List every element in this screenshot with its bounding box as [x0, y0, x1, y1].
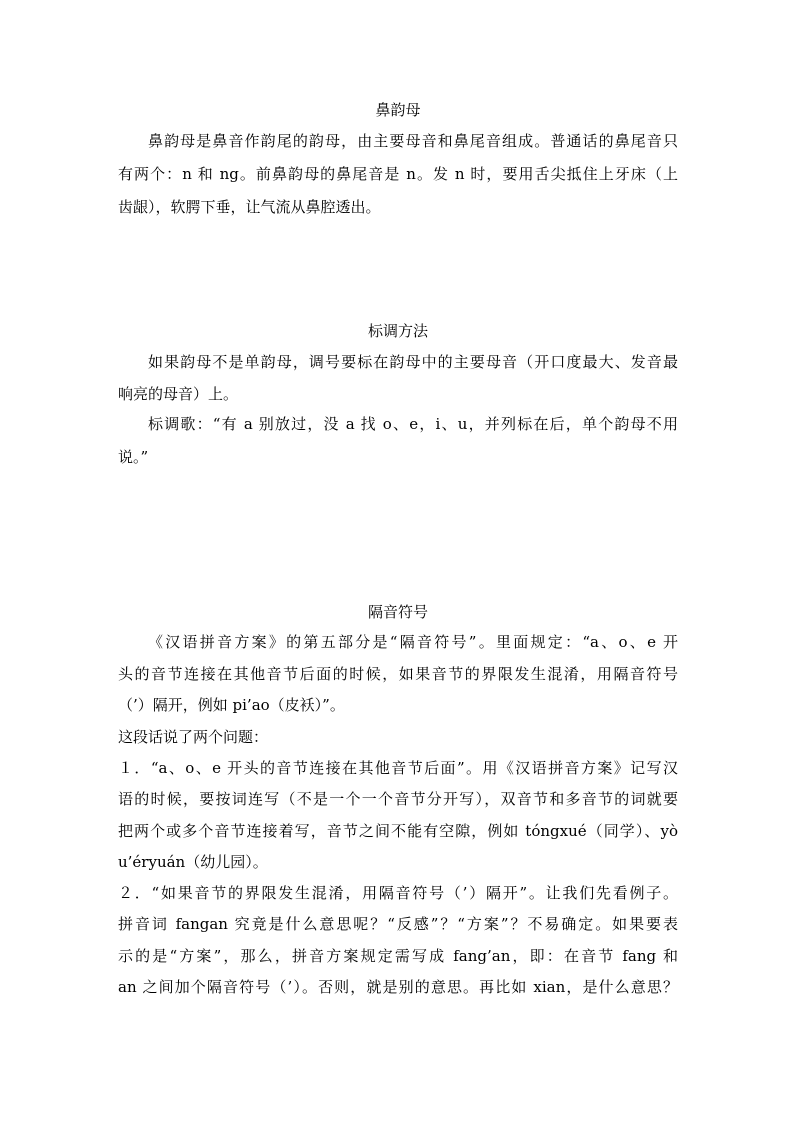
- paragraph-line: 头的音节连接在其他音节后面的时候，如果音节的界限发生混淆，用隔音符号: [118, 665, 678, 683]
- paragraph-line: 拼音词 fangan 究竟是什么意思呢？“反感”？“方案”？不易确定。如果要表: [118, 915, 678, 933]
- paragraph-line: 《汉语拼音方案》的第五部分是“隔音符号”。里面规定：“a、o、e 开: [148, 633, 678, 651]
- paragraph-line: 响亮的母音）上。: [118, 385, 239, 403]
- section-title-nasal-finals: 鼻韵母: [375, 101, 421, 119]
- paragraph-line: 说。”: [118, 448, 149, 466]
- paragraph-line: 这段话说了两个问题：: [118, 728, 269, 746]
- paragraph-line: 齿龈），软腭下垂，让气流从鼻腔透出。: [118, 198, 381, 216]
- section-title-tone-marking: 标调方法: [367, 322, 428, 340]
- document-page: [118, 0, 678, 1123]
- paragraph-line: 标调歌：“有 a 别放过，没 a 找 o、e，i、u，并列标在后，单个韵母不用: [148, 415, 678, 433]
- paragraph-line: u’éryuán（幼儿园）。: [118, 853, 268, 871]
- section-title-syllable-dividing-mark: 隔音符号: [367, 603, 428, 621]
- paragraph-line: 鼻韵母是鼻音作韵尾的韵母，由主要母音和鼻尾音组成。普通话的鼻尾音只: [148, 132, 678, 150]
- paragraph-line: 语的时候，要按词连写（不是一个一个音节分开写），双音节和多音节的词就要: [118, 790, 678, 808]
- list-item-2: ２．“如果音节的界限发生混淆，用隔音符号（’）隔开”。让我们先看例子。: [118, 884, 678, 902]
- paragraph-line: （’）隔开，例如 pi’ao（皮袄）”。: [118, 696, 345, 714]
- paragraph-line: an 之间加个隔音符号（’）。否则，就是别的意思。再比如 xian，是什么意思？: [118, 978, 678, 996]
- paragraph-line: 示的是“方案”，那么，拼音方案规定需写成 fang’an，即：在音节 fang 和: [118, 947, 678, 965]
- paragraph-line: 把两个或多个音节连接着写，音节之间不能有空隙，例如 tóngxué（同学）、yò: [118, 822, 678, 840]
- paragraph-line: 如果韵母不是单韵母，调号要标在韵母中的主要母音（开口度最大、发音最: [148, 353, 678, 371]
- list-item-1: １．“a、o、e 开头的音节连接在其他音节后面”。用《汉语拼音方案》记写汉: [118, 759, 678, 777]
- paragraph-line: 有两个：n 和 ng。前鼻韵母的鼻尾音是 n。发 n 时，要用舌尖抵住上牙床（上: [118, 165, 678, 183]
